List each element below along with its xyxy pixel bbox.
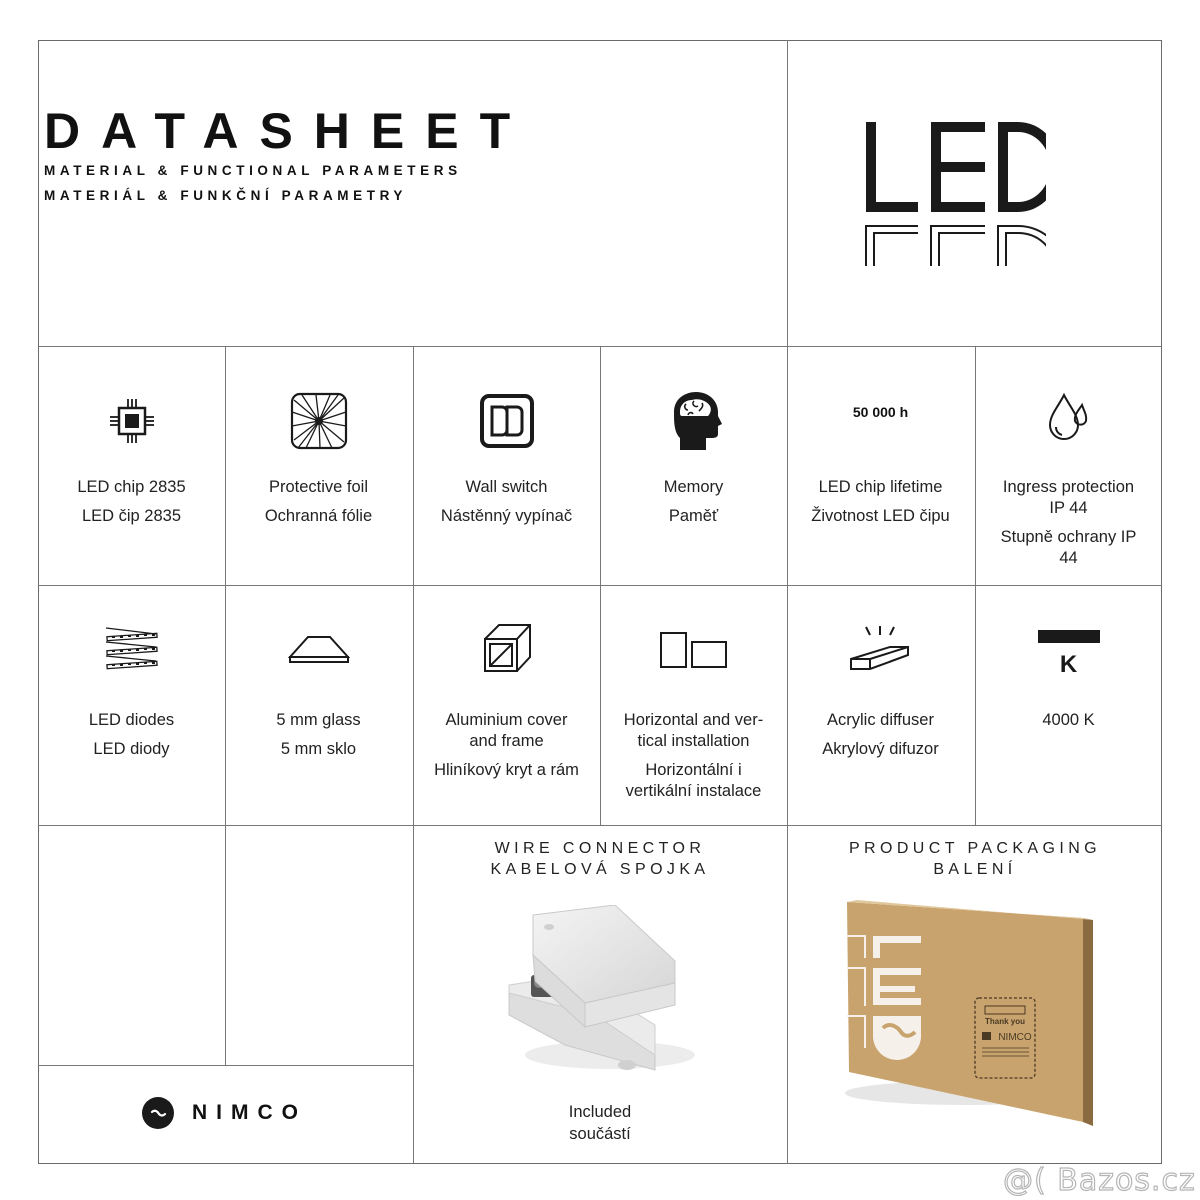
kelvin-icon bbox=[975, 619, 1162, 689]
feature-label-cz: Akrylový difuzor bbox=[822, 740, 939, 758]
feature-label-en: Horizontal and ver- bbox=[623, 711, 764, 729]
feature-memory bbox=[600, 346, 787, 585]
watermark: @( Bazos.cz bbox=[1003, 1163, 1196, 1198]
feature-label-cz: vertikální instalace bbox=[625, 782, 762, 800]
shattered-glass-icon bbox=[225, 386, 412, 456]
diffuser-icon bbox=[787, 613, 974, 683]
feature-aluminium-frame bbox=[413, 585, 600, 825]
feature-label-en: Aluminium cover bbox=[445, 711, 568, 729]
feature-lifetime bbox=[787, 346, 974, 585]
kelvin-letter: K bbox=[1059, 650, 1078, 678]
feature-label-cz: 44 bbox=[1059, 549, 1078, 567]
feature-wall-switch bbox=[413, 346, 600, 585]
brand-name: NIMCO bbox=[192, 1101, 307, 1124]
feature-acrylic-diffuser bbox=[787, 585, 974, 825]
brand-logo bbox=[142, 1097, 307, 1129]
feature-label-en: Protective foil bbox=[268, 478, 369, 496]
led-logo-icon bbox=[826, 78, 1046, 268]
feature-ingress-protection bbox=[975, 346, 1162, 585]
feature-color-temperature bbox=[975, 585, 1162, 825]
glass-slab-icon bbox=[225, 615, 412, 685]
feature-led-chip bbox=[38, 346, 225, 585]
feature-label-en: 5 mm glass bbox=[276, 711, 361, 729]
feature-label: 4000 K bbox=[1042, 711, 1095, 729]
feature-protective-foil bbox=[225, 346, 412, 585]
feature-label-en: Wall switch bbox=[465, 478, 548, 496]
divider bbox=[38, 825, 1162, 826]
feature-glass bbox=[225, 585, 412, 825]
feature-label-cz: LED diody bbox=[93, 740, 170, 758]
subtitle-en: MATERIAL & FUNCTIONAL PARAMETERS bbox=[44, 163, 462, 178]
wire-connector-title-cz: KABELOVÁ SPOJKA bbox=[490, 861, 710, 878]
feature-label-cz: LED čip 2835 bbox=[81, 507, 182, 525]
feature-label-en: tical installation bbox=[637, 732, 750, 750]
packaging-box-image bbox=[835, 898, 1105, 1128]
aluminium-profile-icon bbox=[413, 613, 600, 683]
feature-installation bbox=[600, 585, 787, 825]
chip-icon bbox=[38, 386, 225, 456]
feature-led-diodes bbox=[38, 585, 225, 825]
feature-label-en: LED chip lifetime bbox=[818, 478, 943, 496]
box-thanks-text: Thank you bbox=[984, 1017, 1026, 1026]
subtitle-cz: MATERIÁL & FUNKČNÍ PARAMETRY bbox=[44, 188, 408, 203]
feature-label-cz: Horizontální i bbox=[645, 761, 742, 779]
feature-label-en: IP 44 bbox=[1049, 499, 1088, 517]
led-strip-icon bbox=[38, 613, 225, 683]
feature-label-cz: Hliníkový kryt a rám bbox=[434, 761, 579, 779]
lifetime-badge: 50 000 h bbox=[852, 404, 909, 420]
feature-label-en: LED chip 2835 bbox=[77, 478, 186, 496]
feature-label-en: and frame bbox=[469, 732, 544, 750]
wire-connector-title-en: WIRE CONNECTOR bbox=[494, 840, 706, 857]
wall-switch-icon bbox=[413, 386, 600, 456]
feature-label-en: Memory bbox=[663, 478, 724, 496]
wire-connector-caption bbox=[413, 1101, 787, 1145]
feature-label-cz: Ochranná fólie bbox=[264, 507, 373, 525]
packaging-title-cz: BALENÍ bbox=[933, 861, 1017, 878]
packaging-title bbox=[788, 838, 1162, 880]
feature-label-cz: Životnost LED čipu bbox=[811, 507, 950, 525]
box-brand-text: NIMCO bbox=[998, 1032, 1032, 1043]
feature-label-en: Acrylic diffuser bbox=[827, 711, 934, 729]
water-drops-icon bbox=[975, 382, 1162, 452]
nimco-logo-icon bbox=[142, 1097, 174, 1129]
feature-label-en: LED diodes bbox=[88, 711, 175, 729]
feature-label-cz: Paměť bbox=[668, 507, 719, 525]
brain-head-icon bbox=[600, 386, 787, 456]
packaging-title-en: PRODUCT PACKAGING bbox=[848, 840, 1101, 857]
feature-label-en: Ingress protection bbox=[1002, 478, 1135, 496]
caption-en: Included bbox=[568, 1103, 632, 1121]
caption-cz: součástí bbox=[569, 1125, 631, 1143]
feature-label-cz: Stupně ochrany IP bbox=[1000, 528, 1137, 546]
page-title: DATASHEET bbox=[44, 103, 532, 159]
feature-label-cz: Nástěnný vypínač bbox=[440, 507, 573, 525]
wire-connector-title bbox=[413, 838, 787, 880]
orientation-icon bbox=[600, 615, 787, 685]
wire-connector-image bbox=[505, 905, 705, 1085]
divider bbox=[38, 1065, 413, 1066]
feature-label-cz: 5 mm sklo bbox=[280, 740, 357, 758]
